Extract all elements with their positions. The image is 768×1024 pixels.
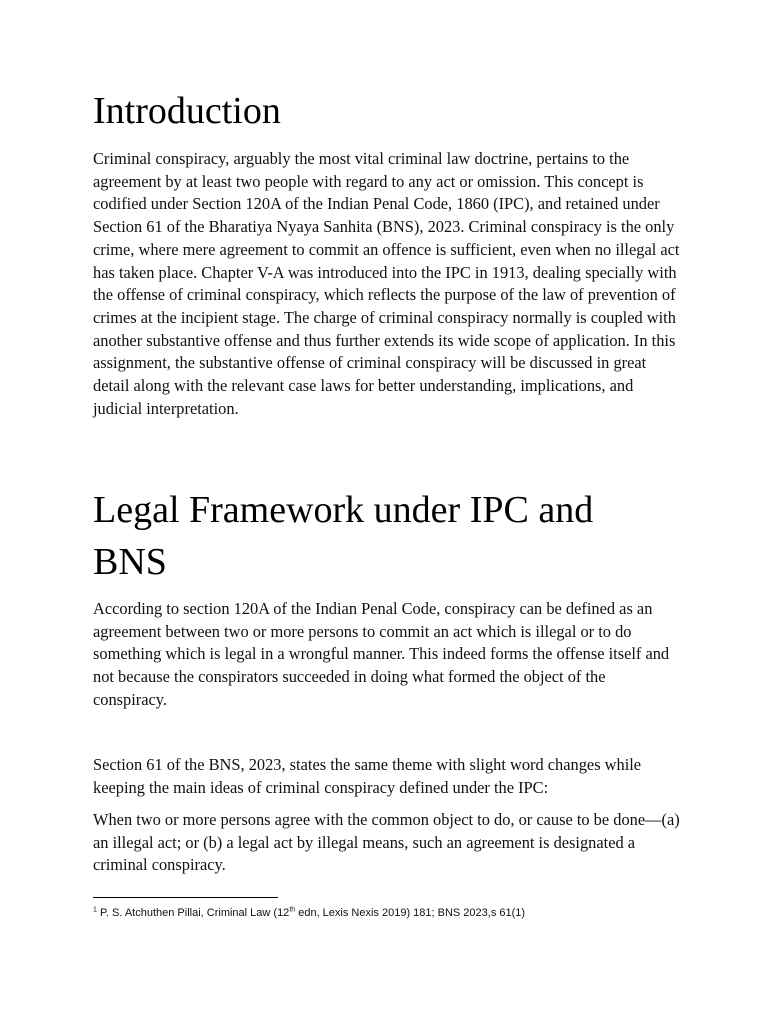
footnote-marker: 1 xyxy=(93,906,97,914)
footnote xyxy=(93,905,693,921)
section-120a-paragraph: According to section 120A of the Indian Penal Code, conspiracy can be defined as an agreement between two or more persons to commit an act which is illegal or to do something which is legal in a wrongful manner. This indeed forms the offense itself and not because the conspirators succeeded in doing what formed the object of the conspiracy. xyxy=(93,599,670,709)
section-61-paragraph: Section 61 of the BNS, 2023, states the same theme with slight word changes while keeping the main ideas of criminal conspiracy defined under the IPC: xyxy=(93,755,642,797)
footnote-separator xyxy=(93,897,278,898)
introduction-heading: Introduction xyxy=(93,90,281,132)
footnote-text-before: P. S. Atchuthen Pillai, Criminal Law (12 xyxy=(96,907,290,919)
section-61-definition-paragraph: When two or more persons agree with the common object to do, or cause to be done—(a) an illegal act; or (b) a legal act by illegal means, such an agreement is designated a criminal conspiracy. xyxy=(93,810,680,875)
introduction-paragraph: Criminal conspiracy, arguably the most vital criminal law doctrine, pertains to the agreement by at least two people with regard to any act or omission. This concept is codified under Section 120A of the Indian Penal Code, 1860 (IPC), and retained under Section 61 of the Bharatiya Nyaya Sanhita (BNS), 2023. Criminal conspiracy is the only crime, where mere agreement to commit an offence is sufficient, even when no illegal act has taken place. Chapter V-A was introduced into the IPC in 1913, dealing specially with the offense of criminal conspiracy, which reflects the purpose of the law of prevention of crimes at the incipient stage. The charge of criminal conspiracy normally is coupled with another substantive offense and thus further extends its wide scope of application. In this assignment, the substantive offense of criminal conspiracy will be discussed in great detail along with the relevant case laws for better understanding, implications, and judicial interpretation. xyxy=(93,149,680,418)
footnote-text-after: edn, Lexis Nexis 2019) 181; BNS 2023,s 61(1) xyxy=(295,907,526,919)
legal-framework-heading: Legal Framework under IPC and BNS xyxy=(93,489,594,583)
footnote-ordinal-superscript: th xyxy=(289,906,296,914)
